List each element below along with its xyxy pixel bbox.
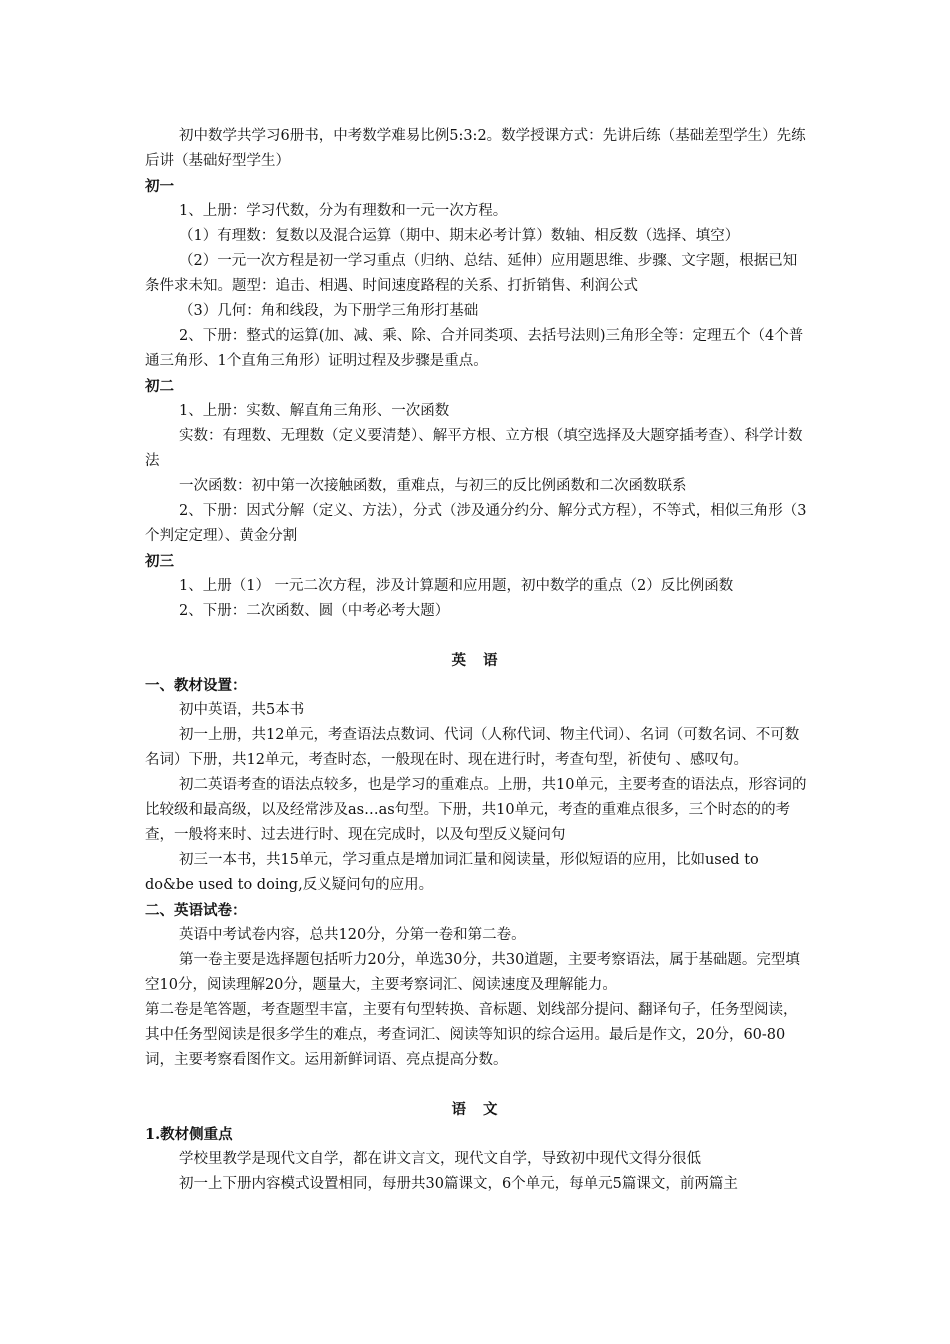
grade3-para-2: 2、下册：二次函数、圆（中考必考大题） [179, 603, 450, 619]
chinese-section1-heading: 1.教材侧重点 [145, 1126, 233, 1143]
chinese-section1-para-1: 学校里教学是现代文自学，都在讲文言文，现代文自学，导致初中现代文得分很低 [179, 1151, 701, 1167]
chinese-title: 语 文 [451, 1101, 504, 1118]
english-section1-para-2: 初一上册，共12单元，考查语法点数词、代词（人称代词、物主代词）、名词（可数名词、不可数名词）下册，共12单元，考查时态，一般现在时、现在进行时，考查句型，祈使句 、感叹句。 [145, 727, 800, 768]
grade1-para-5: 2、下册：整式的运算(加、减、乘、除、合并同类项、去括号法则)三角形全等：定理五个（4个普通三角形、1个直角三角形）证明过程及步骤是重点。 [145, 328, 804, 369]
grade1-para-1: 1、上册：学习代数，分为有理数和一元一次方程。 [179, 203, 508, 219]
english-section2-heading: 二、英语试卷： [145, 902, 247, 919]
grade3-heading: 初三 [145, 553, 174, 570]
english-section2-para-2: 第一卷主要是选择题包括听力20分，单选30分，共30道题，主要考察语法，属于基础题。完型填空10分，阅读理解20分，题量大，主要考察词汇、阅读速度及理解能力。 [145, 952, 800, 993]
english-section1-para-3: 初二英语考查的语法点较多，也是学习的重难点。上册，共10单元，主要考查的语法点，形容词的比较级和最高级，以及经常涉及as…as句型。下册，共10单元，考查的重难点很多，三个时态的的考查，一般将来时、过去进行时、现在完成时，以及句型反义疑问句 [145, 777, 807, 843]
grade1-heading: 初一 [145, 178, 174, 195]
document-page [145, 124, 810, 1197]
grade1-para-4: （3）几何：角和线段，为下册学三角形打基础 [179, 303, 479, 319]
section-gap [145, 1073, 810, 1097]
grade3-para-1: 1、上册（1） 一元二次方程，涉及计算题和应用题，初中数学的重点（2）反比例函数 [179, 578, 734, 594]
english-title: 英 语 [451, 652, 504, 669]
english-section2-para-3: 第二卷是笔答题，考查题型丰富，主要有句型转换、音标题、划线部分提问、翻译句子，任务型阅读，其中任务型阅读是很多学生的难点，考查词汇、阅读等知识的综合运用。最后是作文，20分，60-80词，主要考察看图作文。运用新鲜词语、亮点提高分数。 [145, 1002, 798, 1068]
grade2-para-4: 2、下册：因式分解（定义、方法），分式（涉及通分约分、解分式方程），不等式，相似三角形（3个判定定理）、黄金分割 [145, 503, 807, 544]
section-gap [145, 624, 810, 648]
chinese-section1-para-2: 初一上下册内容模式设置相同，每册共30篇课文，6个单元，每单元5篇课文，前两篇主 [179, 1176, 738, 1192]
grade1-para-3: （2）一元一次方程是初一学习重点（归纳、总结、延伸）应用题思维、步骤、文字题，根据已知条件求未知。题型：追击、相遇、时间速度路程的关系、打折销售、利润公式 [145, 253, 798, 294]
english-section1-heading: 一、教材设置： [145, 677, 247, 694]
grade2-para-1: 1、上册：实数、解直角三角形、一次函数 [179, 403, 450, 419]
math-intro: 初中数学共学习6册书，中考数学难易比例5:3:2。数学授课方式：先讲后练（基础差型学生）先练后讲（基础好型学生） [145, 128, 806, 169]
grade2-heading: 初二 [145, 378, 174, 395]
english-section2-para-1: 英语中考试卷内容，总共120分，分第一卷和第二卷。 [179, 927, 526, 943]
grade1-para-2: （1）有理数：复数以及混合运算（期中、期末必考计算）数轴、相反数（选择、填空） [179, 228, 740, 244]
grade2-para-2: 实数：有理数、无理数（定义要清楚）、解平方根、立方根（填空选择及大题穿插考查）、科学计数法 [145, 428, 803, 469]
grade2-para-3: 一次函数：初中第一次接触函数，重难点，与初三的反比例函数和二次函数联系 [179, 478, 687, 494]
english-section1-para-4: 初三一本书，共15单元，学习重点是增加词汇量和阅读量，形似短语的应用，比如used to do&be used to doing,反义疑问句的应用。 [145, 852, 759, 893]
english-section1-para-1: 初中英语，共5本书 [179, 702, 305, 718]
